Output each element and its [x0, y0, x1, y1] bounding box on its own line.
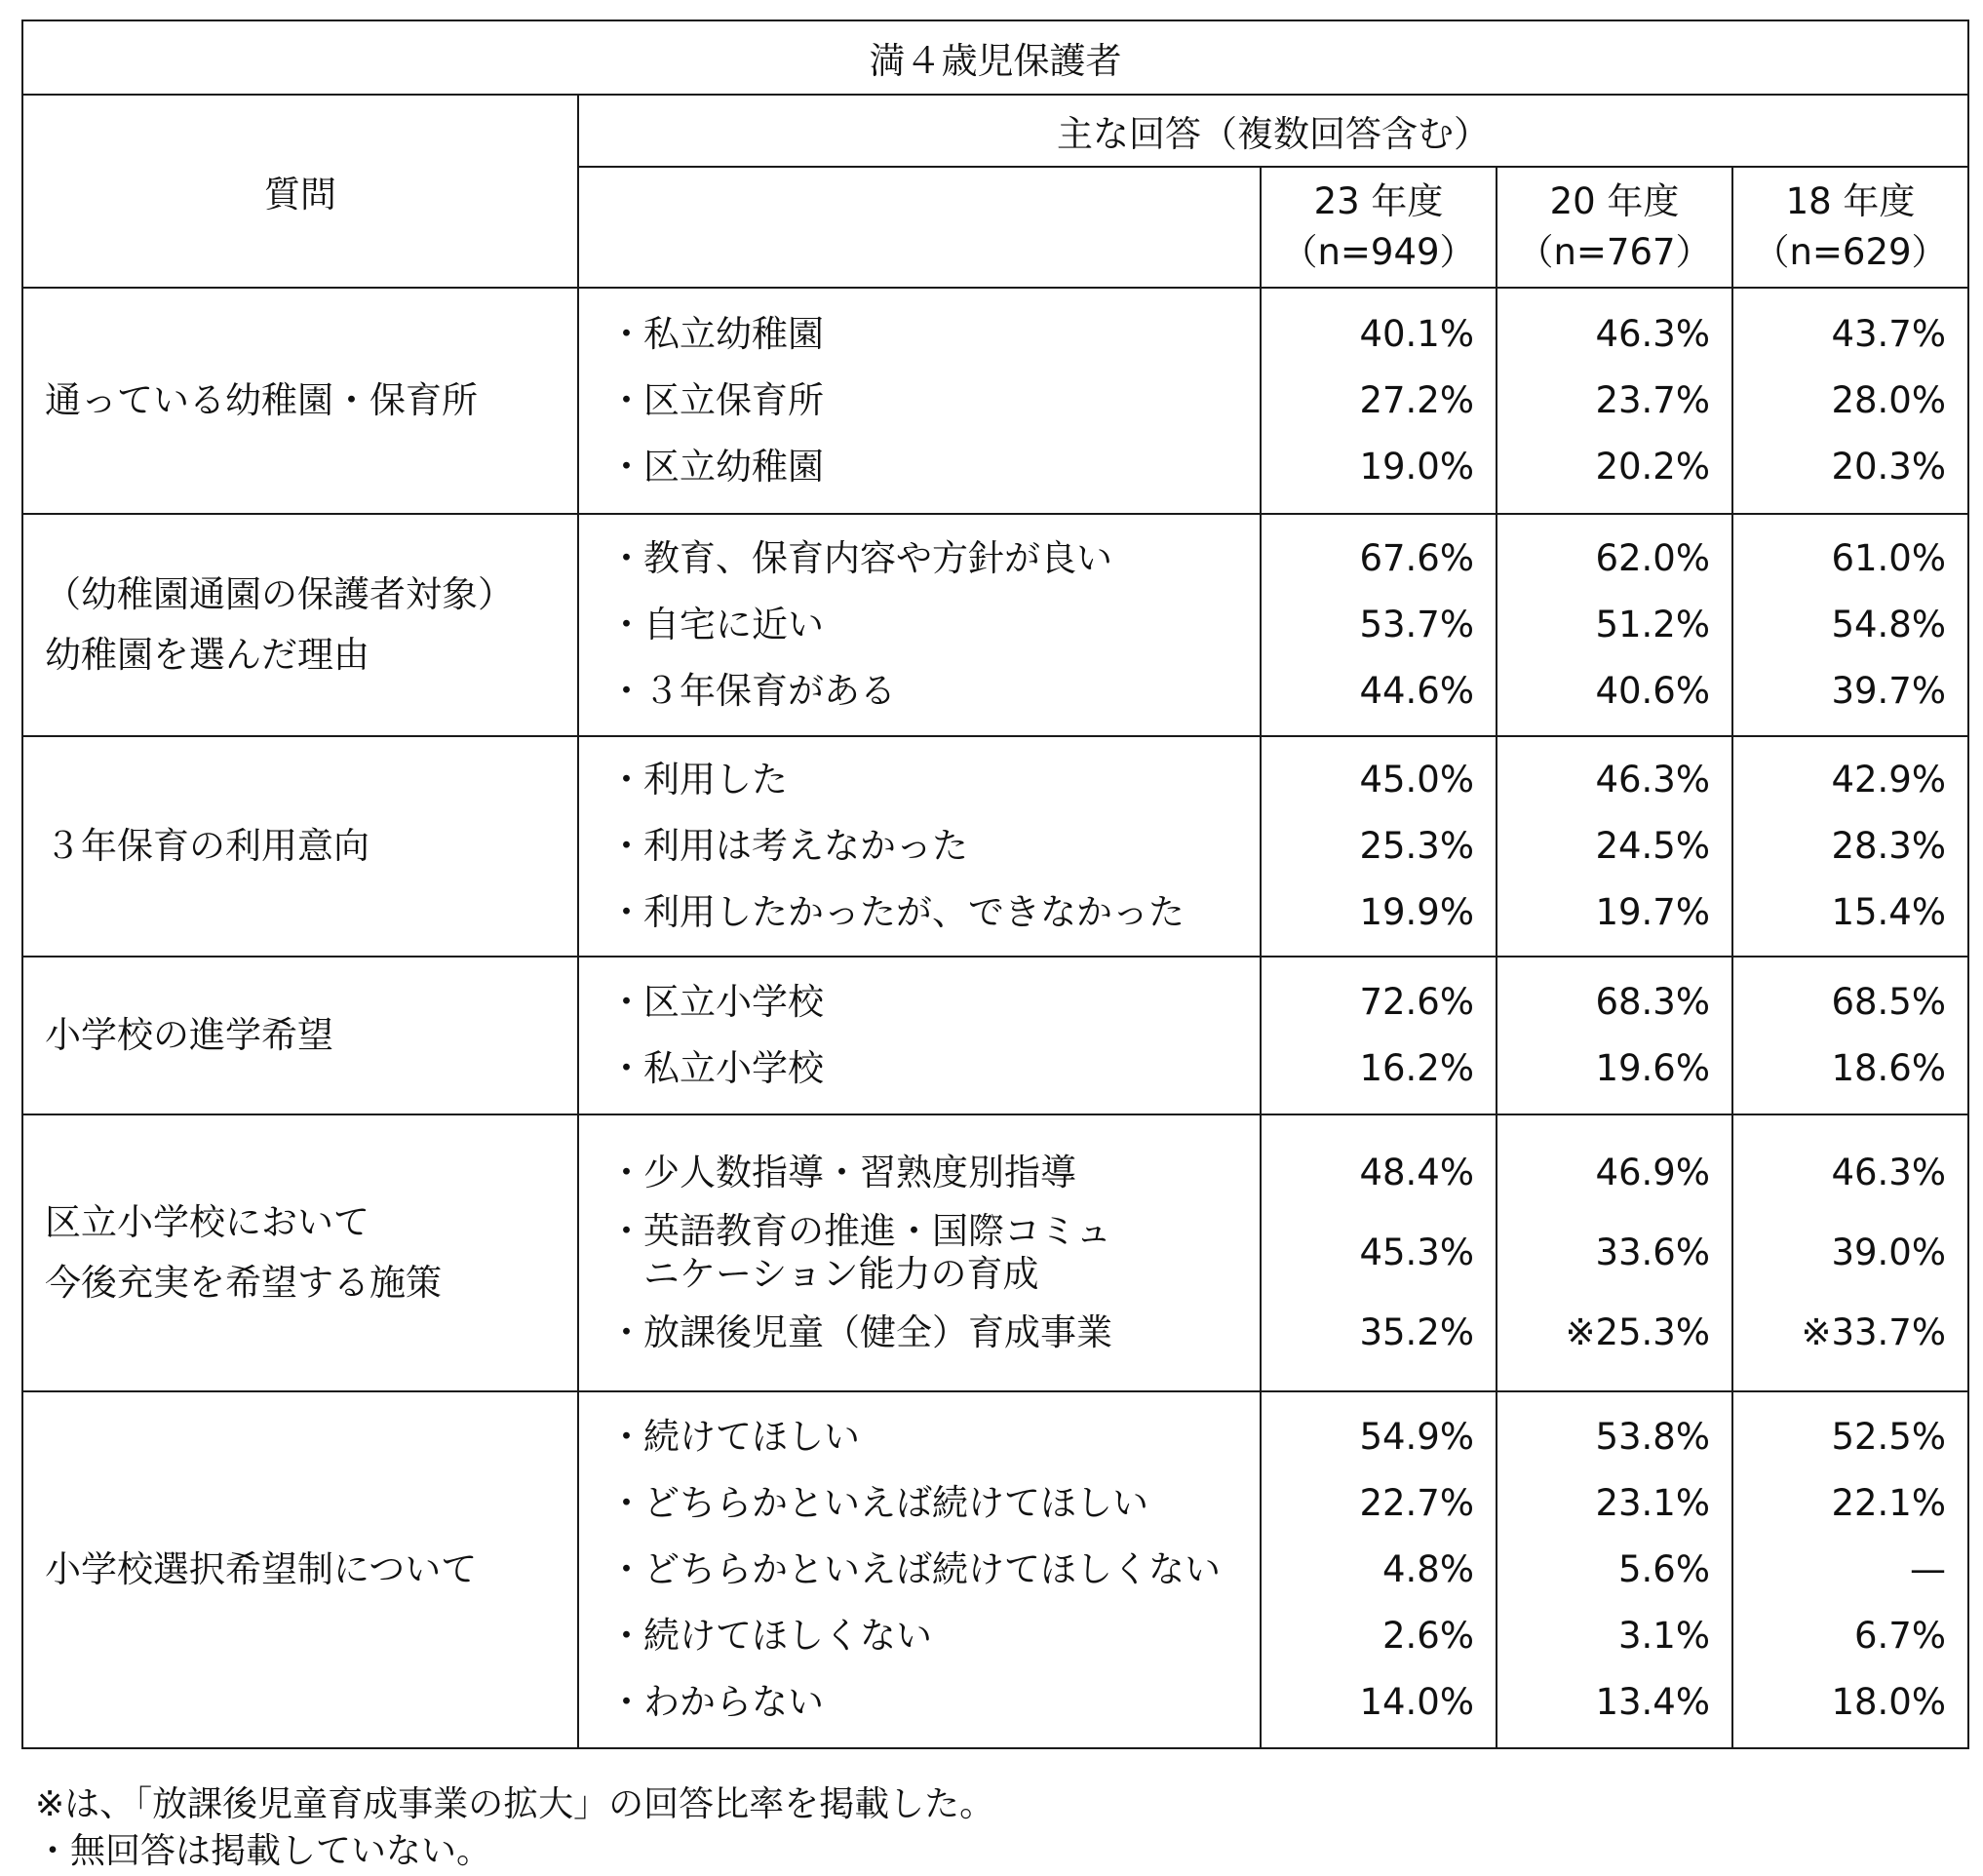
percent-value: 4.8%: [1382, 1548, 1474, 1590]
percent-value: 72.6%: [1359, 981, 1474, 1023]
question-section-row: [22, 736, 1968, 957]
percent-column-cell: [1732, 1391, 1968, 1748]
answer-item: [579, 879, 1260, 946]
question-section-row: [22, 1114, 1968, 1391]
bullet-mark: ・: [608, 1416, 644, 1458]
percent-value: 45.0%: [1359, 759, 1474, 801]
percent-value: 48.4%: [1359, 1152, 1474, 1193]
percent-column-cell: [1497, 288, 1732, 514]
percent-column-cell: [1497, 957, 1732, 1114]
answer-text-line: [608, 368, 1260, 434]
percent-value: 3.1%: [1618, 1615, 1710, 1657]
percent-value: 40.6%: [1595, 670, 1710, 712]
percent-value: 28.3%: [1831, 825, 1946, 867]
bullet-mark: ・: [608, 759, 644, 801]
question-text-line: （幼稚園通園の保護者対象）: [45, 573, 514, 615]
question-text-line: 幼稚園を選んだ理由: [45, 634, 369, 676]
bullet-mark: ・: [608, 446, 644, 488]
answer-item: [579, 1603, 1260, 1669]
answer-text: 利用したかったが、できなかった: [643, 891, 1185, 933]
percent-value: 19.0%: [1359, 446, 1474, 488]
answer-text: ニケーション能力の育成: [643, 1253, 1039, 1295]
percent-column-cell: [1261, 1391, 1497, 1748]
question-text-line: ３年保育の利用意向: [45, 825, 369, 867]
answer-item: [579, 1140, 1260, 1206]
bullet-mark: ・: [608, 1047, 644, 1089]
bullet-mark: ・: [608, 891, 644, 933]
answer-text-line: [608, 1603, 1260, 1669]
question-section-row: [22, 957, 1968, 1114]
question-text-line: 区立小学校において: [45, 1201, 369, 1243]
question-cell: [22, 1114, 578, 1391]
answer-text: わからない: [643, 1681, 824, 1723]
percent-value: 16.2%: [1359, 1047, 1474, 1089]
answer-text-line: [608, 1470, 1260, 1537]
footnote-asterisk: ※は、「放課後児童育成事業の拡大」の回答比率を掲載した。: [35, 1784, 995, 1824]
percent-value: 6.7%: [1854, 1615, 1946, 1657]
bullet-mark: ・: [608, 1482, 644, 1524]
answer-text-line: [608, 301, 1260, 368]
bullet-mark: ・: [608, 1548, 644, 1590]
bullet-mark: ・: [608, 313, 644, 355]
year-label: 18 年度: [1785, 180, 1916, 222]
bullet-mark: ・: [608, 1210, 644, 1252]
answer-item: [579, 434, 1260, 500]
percent-value: 23.1%: [1595, 1482, 1710, 1524]
percent-value: 45.3%: [1359, 1231, 1474, 1273]
answer-text-line: [608, 969, 1260, 1036]
percent-value: 67.6%: [1359, 537, 1474, 579]
percent-column-cell: [1732, 514, 1968, 736]
question-cell: [22, 1391, 578, 1748]
percent-value: 62.0%: [1595, 537, 1710, 579]
question-column-header: 質問: [22, 95, 578, 288]
year-header-2018: [1732, 167, 1968, 288]
percent-value: 53.8%: [1595, 1416, 1710, 1458]
percent-value: 44.6%: [1359, 670, 1474, 712]
year-label: 23 年度: [1313, 180, 1444, 222]
percent-value: 40.1%: [1359, 313, 1474, 355]
answer-item: [579, 1206, 1260, 1300]
answer-item: [579, 969, 1260, 1036]
answer-text-line: [608, 1210, 1260, 1253]
answer-text: 続けてほしい: [643, 1416, 860, 1458]
percent-value: 51.2%: [1595, 604, 1710, 645]
answers-cell: [578, 288, 1261, 514]
answer-text: 続けてほしくない: [643, 1615, 932, 1657]
answer-text-line: [608, 592, 1260, 658]
answer-item: [579, 301, 1260, 368]
percent-value: 2.6%: [1382, 1615, 1474, 1657]
percent-column-cell: [1261, 1114, 1497, 1391]
answer-text: どちらかといえば続けてほしくない: [643, 1548, 1221, 1590]
answer-text: 利用は考えなかった: [643, 825, 968, 867]
percent-value: 20.2%: [1595, 446, 1710, 488]
bullet-mark: ・: [608, 379, 644, 421]
answer-text: ３年保育がある: [643, 670, 896, 712]
percent-value: 22.7%: [1359, 1482, 1474, 1524]
percent-value: 39.7%: [1831, 670, 1946, 712]
percent-value: 42.9%: [1831, 759, 1946, 801]
question-text-line: 小学校の進学希望: [45, 1014, 333, 1056]
percent-value: 13.4%: [1595, 1681, 1710, 1723]
answer-text-line: [608, 1140, 1260, 1206]
answer-text: 教育、保育内容や方針が良い: [643, 537, 1112, 579]
percent-value: 19.9%: [1359, 891, 1474, 933]
answer-item: [579, 1669, 1260, 1736]
percent-value: 19.7%: [1595, 891, 1710, 933]
question-cell: [22, 288, 578, 514]
percent-value: 14.0%: [1359, 1681, 1474, 1723]
percent-value: 54.8%: [1831, 604, 1946, 645]
answer-item: [579, 592, 1260, 658]
answer-item: [579, 1404, 1260, 1470]
percent-column-cell: [1497, 736, 1732, 957]
bullet-mark: ・: [608, 670, 644, 712]
percent-value: 54.9%: [1359, 1416, 1474, 1458]
percent-value: 39.0%: [1831, 1231, 1946, 1273]
year-sample-size: （n=629）: [1753, 231, 1948, 273]
answer-text: 英語教育の推進・国際コミュ: [643, 1210, 1112, 1252]
percent-value: 35.2%: [1359, 1311, 1474, 1353]
percent-value: 22.1%: [1831, 1482, 1946, 1524]
answer-text-line: [608, 1300, 1260, 1366]
answers-cell: [578, 957, 1261, 1114]
answer-item: [579, 1470, 1260, 1537]
year-header-2020: [1497, 167, 1732, 288]
percent-column-cell: [1497, 1114, 1732, 1391]
answer-text: 放課後児童（健全）育成事業: [643, 1311, 1112, 1353]
answers-cell: [578, 736, 1261, 957]
answer-item: [579, 747, 1260, 813]
percent-column-cell: [1261, 736, 1497, 957]
answer-text-line: [608, 1036, 1260, 1102]
percent-value: 28.0%: [1831, 379, 1946, 421]
percent-column-cell: [1497, 1391, 1732, 1748]
question-text-line: 今後充実を希望する施策: [45, 1262, 442, 1304]
answer-item: [579, 368, 1260, 434]
year-header-2023: [1261, 167, 1497, 288]
percent-value: 68.3%: [1595, 981, 1710, 1023]
percent-value: 5.6%: [1618, 1548, 1710, 1590]
answer-text-line: [608, 526, 1260, 592]
answers-cell: [578, 1114, 1261, 1391]
percent-value: 25.3%: [1359, 825, 1474, 867]
percent-value: 24.5%: [1595, 825, 1710, 867]
percent-column-cell: [1732, 288, 1968, 514]
answer-text: 区立幼稚園: [643, 446, 824, 488]
footnote-no-answer: ・無回答は掲載していない。: [35, 1831, 492, 1871]
answer-text: どちらかといえば続けてほしい: [643, 1482, 1148, 1524]
answer-item: [579, 1300, 1260, 1366]
answer-item: [579, 1036, 1260, 1102]
answer-text-line: [608, 1253, 1260, 1296]
answer-text-line: [608, 658, 1260, 724]
answer-text-line: [608, 879, 1260, 946]
bullet-mark: ・: [608, 537, 644, 579]
percent-value: 68.5%: [1831, 981, 1946, 1023]
bullet-mark: ・: [608, 604, 644, 645]
bullet-mark: ・: [608, 1615, 644, 1657]
percent-column-cell: [1732, 957, 1968, 1114]
percent-value: 18.0%: [1831, 1681, 1946, 1723]
answer-text-line: [608, 434, 1260, 500]
percent-value: 61.0%: [1831, 537, 1946, 579]
answer-text-line: [608, 1537, 1260, 1603]
percent-value: 43.7%: [1831, 313, 1946, 355]
bullet-mark: ・: [608, 1311, 644, 1353]
percent-value: 52.5%: [1831, 1416, 1946, 1458]
percent-value: 27.2%: [1359, 379, 1474, 421]
answer-text-line: [608, 747, 1260, 813]
bullet-mark: ・: [608, 1681, 644, 1723]
answer-text-line: [608, 1669, 1260, 1736]
answer-item: [579, 526, 1260, 592]
table-title: 満４歳児保護者: [22, 20, 1968, 95]
percent-value: 18.6%: [1831, 1047, 1946, 1089]
question-section-row: [22, 1391, 1968, 1748]
answer-text: 自宅に近い: [643, 604, 824, 645]
answers-subheader-blank: [578, 167, 1261, 288]
answer-item: [579, 658, 1260, 724]
percent-value: ※25.3%: [1565, 1311, 1710, 1353]
percent-value: 23.7%: [1595, 379, 1710, 421]
answer-item: [579, 1537, 1260, 1603]
question-section-row: [22, 288, 1968, 514]
answer-text: 区立保育所: [643, 379, 824, 421]
answer-text-line: [608, 1404, 1260, 1470]
answer-text-line: [608, 813, 1260, 879]
answer-text: 私立小学校: [643, 1047, 824, 1089]
percent-column-cell: [1497, 514, 1732, 736]
percent-value: 46.3%: [1831, 1152, 1946, 1193]
percent-column-cell: [1261, 957, 1497, 1114]
percent-value: 46.3%: [1595, 313, 1710, 355]
survey-results-table: [21, 20, 1969, 1749]
percent-column-cell: [1732, 1114, 1968, 1391]
percent-value: 19.6%: [1595, 1047, 1710, 1089]
percent-value: ※33.7%: [1801, 1311, 1946, 1353]
question-section-row: [22, 514, 1968, 736]
percent-value: 20.3%: [1831, 446, 1946, 488]
percent-column-cell: [1732, 736, 1968, 957]
percent-value: 15.4%: [1831, 891, 1946, 933]
answers-cell: [578, 514, 1261, 736]
bullet-mark: ・: [608, 825, 644, 867]
answer-item: [579, 813, 1260, 879]
year-label: 20 年度: [1549, 180, 1680, 222]
question-cell: [22, 514, 578, 736]
percent-column-cell: [1261, 514, 1497, 736]
question-cell: [22, 736, 578, 957]
bullet-mark: ・: [608, 981, 644, 1023]
answer-text: 私立幼稚園: [643, 313, 824, 355]
answer-text: 少人数指導・習熟度別指導: [643, 1152, 1076, 1193]
answer-text: 区立小学校: [643, 981, 824, 1023]
year-sample-size: （n=767）: [1517, 231, 1712, 273]
question-text-line: 小学校選択希望制について: [45, 1548, 478, 1590]
percent-value: 53.7%: [1359, 604, 1474, 645]
percent-value: —: [1910, 1548, 1946, 1590]
percent-value: 46.9%: [1595, 1152, 1710, 1193]
bullet-mark: ・: [608, 1152, 644, 1193]
percent-value: 46.3%: [1595, 759, 1710, 801]
answers-cell: [578, 1391, 1261, 1748]
question-cell: [22, 957, 578, 1114]
answer-text: 利用した: [643, 759, 788, 801]
year-sample-size: （n=949）: [1281, 231, 1476, 273]
percent-value: 33.6%: [1595, 1231, 1710, 1273]
percent-column-cell: [1261, 288, 1497, 514]
question-text-line: 通っている幼稚園・保育所: [45, 379, 478, 421]
answers-column-header: 主な回答（複数回答含む）: [578, 95, 1968, 167]
